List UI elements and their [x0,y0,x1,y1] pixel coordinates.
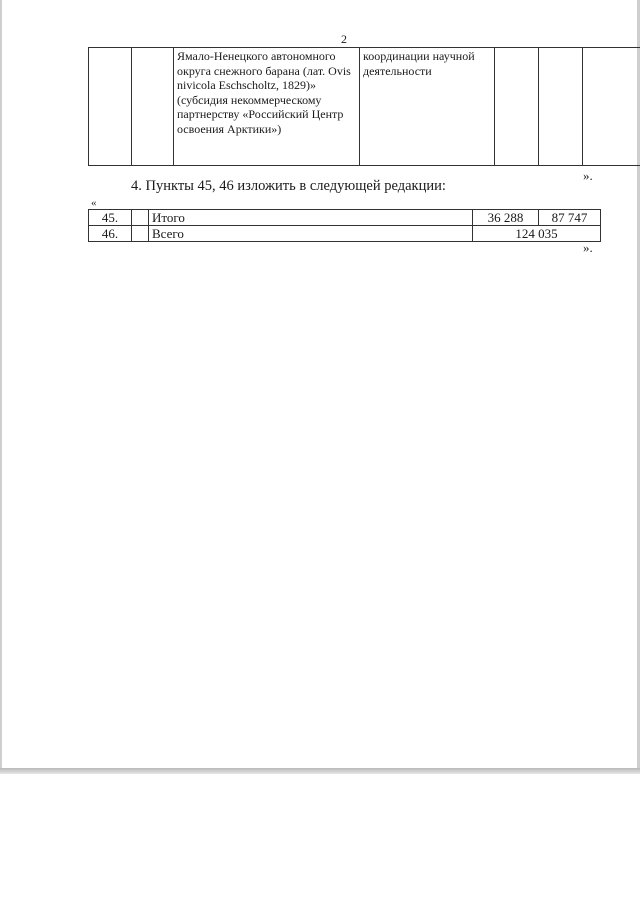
scan-bottom-edge [0,768,640,774]
row-total-value: 124 035 [473,226,601,242]
row-value: 87 747 [539,210,601,226]
closing-quote: ». [583,240,593,255]
row-label: Всего [149,226,473,242]
table-cell-value [495,48,539,166]
closing-quote: ». [583,168,593,183]
table-cell-value [539,48,583,166]
page-number: 2 [341,32,347,46]
totals-table [88,209,601,242]
scan-edge-left [0,0,2,770]
table-cell-name: Ямало-Ненецкого автономного округа снежного барана (лат. Ovis nivicola Eschscholtz, 1829)» (субсидия некоммерческому партнерству «Российский Центр освоения Арктики») [174,48,360,166]
table-cell-purpose: координации научной деятельности [360,48,495,166]
row-value: 36 288 [473,210,539,226]
opening-quote: « [91,197,97,209]
table-cell-value [583,48,640,166]
table-cell-empty [132,210,149,226]
table-row [89,210,601,226]
table-cell-empty [132,226,149,242]
row-number: 45. [89,210,132,226]
continuation-table [88,47,640,166]
row-number: 46. [89,226,132,242]
table-row [89,48,640,166]
table-cell-number [89,48,132,166]
table-row [89,226,601,242]
row-label: Итого [149,210,473,226]
table-cell-code [132,48,174,166]
amendment-paragraph: 4. Пункты 45, 46 изложить в следующей редакции: [131,178,446,194]
